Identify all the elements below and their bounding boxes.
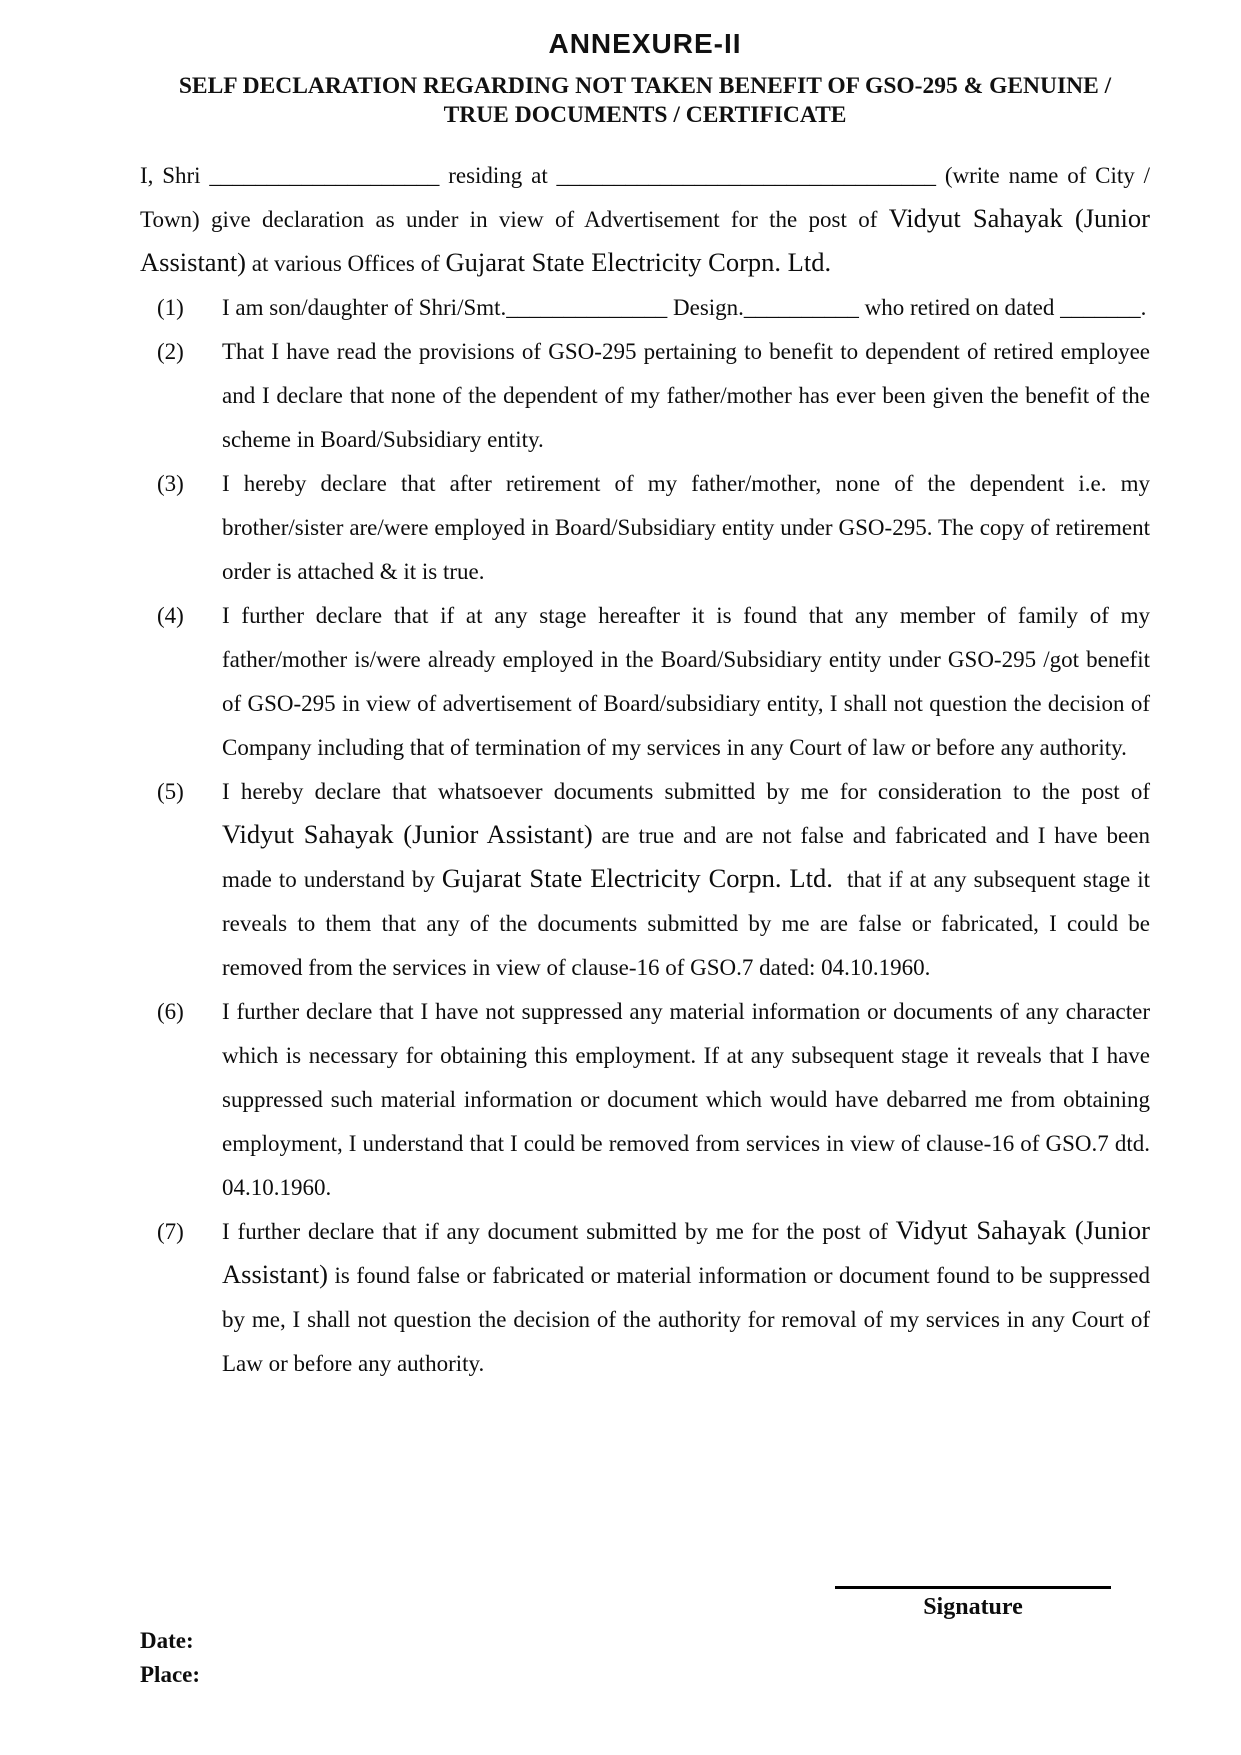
item-number: (1) — [157, 295, 184, 320]
item-number: (4) — [157, 603, 184, 628]
list-item — [140, 330, 1150, 462]
intro-paragraph — [140, 154, 1150, 286]
item-text: I hereby declare that after retirement of my father/mother, none of the dependent i.e. my brother/sister are/were employed in Board/Subsidiary entity under GSO-295. The copy of retirement order is attached & it is true. — [222, 471, 1150, 584]
signature-label: Signature — [923, 1594, 1023, 1620]
list-item — [140, 1210, 1150, 1386]
item-text-segment: is found false or fabricated or material information or document found to be suppressed by me, I shall not question the decision of the authority for removal of my services in any Court of Law or before any authority. — [222, 1263, 1150, 1376]
company-name-text: Gujarat State Electricity Corpn. Ltd. — [445, 247, 832, 277]
item-text: That I have read the provisions of GSO-295 pertaining to benefit to dependent of retired employee and I declare that none of the dependent of my father/mother has ever been given the benefit of the scheme in Board/Subsidiary entity. — [222, 339, 1150, 452]
list-item — [140, 462, 1150, 594]
document-title-line1: SELF DECLARATION REGARDING NOT TAKEN BENEFIT OF GSO-295 & GENUINE / — [178, 73, 1112, 99]
company-name-text: Gujarat State Electricity Corpn. Ltd. — [441, 863, 833, 893]
post-name-text: Vidyut Sahayak (Junior Assistant) — [222, 1215, 1150, 1289]
post-name-text: Vidyut Sahayak (Junior Assistant) — [140, 203, 1150, 277]
place-label: Place: — [140, 1662, 201, 1687]
item-number: (3) — [157, 471, 184, 496]
item-number: (6) — [157, 999, 184, 1024]
item-number: (5) — [157, 779, 184, 804]
item-text — [222, 1210, 1150, 1386]
annexure-heading: ANNEXURE-II — [548, 28, 742, 59]
signature-block — [835, 1586, 1111, 1622]
date-place-block — [140, 1624, 200, 1692]
item-text-segment: are true and are not false and fabricated and I have been made to understand by — [222, 823, 1150, 892]
date-label: Date: — [140, 1628, 194, 1653]
intro-text-segment: at various Offices of — [246, 251, 446, 276]
item-text: I am son/daughter of Shri/Smt.______________ Design.__________ who retired on dated _______. — [222, 295, 1147, 320]
document-title-line2: TRUE DOCUMENTS / CERTIFICATE — [443, 102, 847, 128]
item-text: I further declare that I have not suppressed any material information or documents of any character which is necessary for obtaining this employment. If at any subsequent stage it reveals that I have suppressed such material information or document which would have debarred me from obtaining employment, I understand that I could be removed from services in view of clause-16 of GSO.7 dtd. 04.10.1960. — [222, 999, 1150, 1200]
item-text — [222, 770, 1150, 990]
item-number: (7) — [157, 1219, 184, 1244]
item-number: (2) — [157, 339, 184, 364]
document-content — [140, 28, 1150, 1386]
list-item — [140, 770, 1150, 990]
list-item — [140, 990, 1150, 1210]
intro-text-segment: I, Shri ____________________ residing at _________________________________ (write name of City / Town) give declaration as under in view of Advertisement for the post of — [140, 163, 1150, 232]
declaration-list — [140, 286, 1150, 1386]
item-text-segment: I hereby declare that whatsoever documents submitted by me for consideration to the post of — [222, 779, 1150, 804]
item-text: I further declare that if at any stage hereafter it is found that any member of family of my father/mother is/were already employed in the Board/Subsidiary entity under GSO-295 /got benefit of GSO-295 in view of advertisement of Board/subsidiary entity, I shall not question the decision of Company including that of termination of my services in any Court of law or before any authority. — [222, 603, 1150, 760]
post-name-text: Vidyut Sahayak (Junior Assistant) — [222, 819, 593, 849]
list-item — [140, 286, 1150, 330]
signature-line — [835, 1586, 1111, 1589]
item-text-segment: I further declare that if any document submitted by me for the post of — [222, 1219, 896, 1244]
document-title — [140, 72, 1150, 130]
item-text-segment: that if at any subsequent stage it reveals to them that any of the documents submitted by me are false or fabricated, I could be removed from the services in view of clause-16 of GSO.7 dated: 04.10.1960. — [222, 867, 1151, 980]
list-item — [140, 594, 1150, 770]
